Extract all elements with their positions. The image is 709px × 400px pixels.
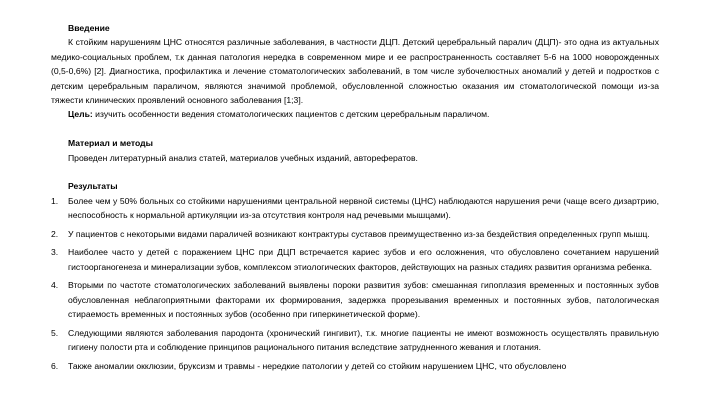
methods-text: Проведен литературный анализ статей, материалов учебных изданий, авторефератов. xyxy=(68,152,418,163)
results-heading: Результаты xyxy=(68,181,118,192)
list-item-number: 5. xyxy=(51,327,59,338)
intro-heading: Введение xyxy=(68,23,110,33)
list-item-number: 2. xyxy=(51,228,59,239)
intro-paragraph: К стойким нарушениям ЦНС относятся различные заболевания, в частности ДЦП. Детский церебральный паралич (ДЦП)- это одна из актуальных медико-социальных проблем, т.к данная патология нередка в современном мире и ее распространенность составляет 5-6 на 1000 новорожденных (0,5-0,6%) [2]. Диагностика, профилактика и лечение стоматологических заболеваний, в том числе зубочелюстных аномалий у детей и подростков с детским церебральным параличом, являются значимой проблемой, обусловленной сложностью оказания им стоматологической помощи из-за тяжести клинических проявлений основного заболевания [1;3]. xyxy=(51,37,659,106)
list-item-text: Также аномалии окклюзии, бруксизм и травмы - нередкие патологии у детей со стойким нарушением ЦНС, что обусловлено xyxy=(68,360,567,371)
list-item xyxy=(51,326,659,355)
spacer xyxy=(51,165,659,179)
list-item-text: Вторыми по частоте стоматологических заболеваний выявлены пороки развития зубов: смешанная гипоплазия временных и постоянных зубов обусловленная неблагоприятными факторами их формирования, задержка прорезывания временных и постоянных зубов, патологическая стираемость временных и постоянных зубов (особенно при гиперкинетической форме). xyxy=(68,280,659,320)
list-item xyxy=(51,245,659,274)
list-item-number: 1. xyxy=(51,195,59,206)
goal-text: изучить особенности ведения стоматологических пациентов с детским церебральным параличом. xyxy=(92,109,490,120)
list-item xyxy=(51,227,659,241)
list-item xyxy=(51,359,659,373)
list-item-text: Следующими являются заболевания пародонта (хронический гингивит), т.к. многие пациенты не имеют возможность осуществлять правильную гигиену полости рта и соблюдение принципов рационального питания вследствие затрудненного жевания и глотания. xyxy=(68,327,659,353)
list-item xyxy=(51,278,659,321)
methods-heading: Материал и методы xyxy=(68,138,153,149)
list-item-text: У пациентов с некоторыми видами параличей возникают контрактуры суставов преимущественно из-за бездействия определенных групп мышц. xyxy=(68,228,650,239)
list-item-number: 3. xyxy=(51,247,59,258)
list-item xyxy=(51,194,659,223)
document-page xyxy=(51,21,659,377)
list-item-number: 6. xyxy=(51,360,59,371)
goal-line xyxy=(68,107,659,121)
list-item-text: Более чем у 50% больных со стойкими нарушениями центральной нервной системы (ЦНС) наблюдаются нарушения речи (чаще всего дизартрию, неспособность к нормальной артикуляции из-за отсутствия контроля над речевыми мышцами). xyxy=(68,195,659,221)
list-item-number: 4. xyxy=(51,280,59,291)
list-item-text: Наиболее часто у детей с поражением ЦНС при ДЦП встречается кариес зубов и его осложнения, что обусловлено сочетанием нарушений гистоорганогенеза и минерализации зубов, комплексом этиологических факторов, действующих на разных стадиях развития организма ребенка. xyxy=(68,247,659,272)
spacer xyxy=(51,122,659,136)
goal-label: Цель: xyxy=(68,109,93,120)
results-list xyxy=(51,194,659,373)
